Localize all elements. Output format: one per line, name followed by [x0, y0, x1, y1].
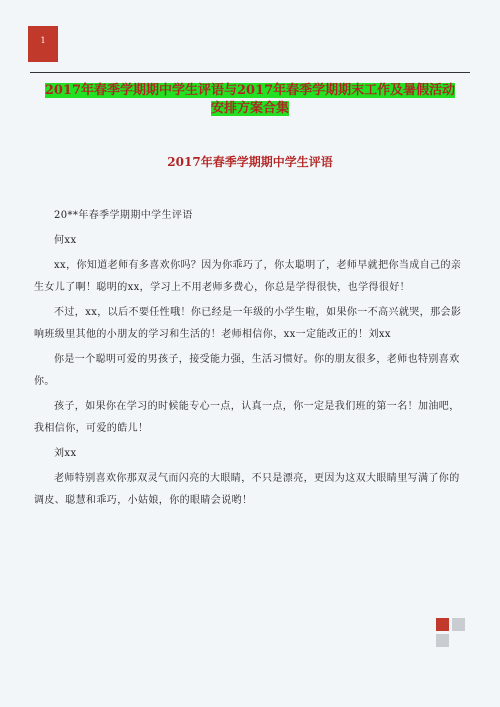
document-title-line2: 安排方案合集 [210, 101, 289, 116]
paragraph: 你是一个聪明可爱的男孩子，接受能力强，生活习惯好。你的朋友很多，老师也特别喜欢你。 [34, 354, 460, 387]
paragraph: 老师特别喜欢你那双灵气而闪亮的大眼睛，不只是漂亮，更因为这双大眼睛里写满了你的调皮、聪慧和乖巧，小姑娘，你的眼睛会说哟！ [34, 473, 460, 506]
paragraph-student-name: 刘xx [54, 448, 77, 459]
decoration-square-red [436, 618, 449, 631]
paragraph: xx，你知道老师有多喜欢你吗？因为你乖巧了，你太聪明了，老师早就把你当成自己的亲生女儿了啊！聪明的xx，学习上不用老师多费心，你总是学得很快，也学得很好！ [34, 260, 462, 293]
document-title-line1: 2017年春季学期期中学生评语与2017年春季学期期末工作及暑假活动 [44, 83, 456, 98]
corner-decoration [436, 618, 476, 654]
header-divider [30, 72, 470, 73]
decoration-square-gray [452, 618, 465, 631]
page-number: 1 [40, 36, 46, 45]
page-number-badge [28, 26, 58, 62]
paragraph-subtitle: 20**年春季学期期中学生评语 [54, 210, 193, 221]
paragraph: 孩子，如果你在学习的时候能专心一点，认真一点，你一定是我们班的第一名！加油吧，我相信你，可爱的皓儿！ [34, 401, 460, 434]
decoration-square-gray [436, 634, 449, 647]
document-title [30, 82, 470, 118]
paragraph-student-name: 何xx [54, 235, 77, 246]
paragraph: 不过，xx，以后不要任性哦！你已经是一年级的小学生啦，如果你一不高兴就哭，那会影响班级里其他的小朋友的学习和生活的！老师相信你，xx一定能改正的！刘xx [34, 307, 462, 340]
document-body [34, 205, 466, 515]
section-heading: 2017年春季学期期中学生评语 [167, 155, 333, 169]
